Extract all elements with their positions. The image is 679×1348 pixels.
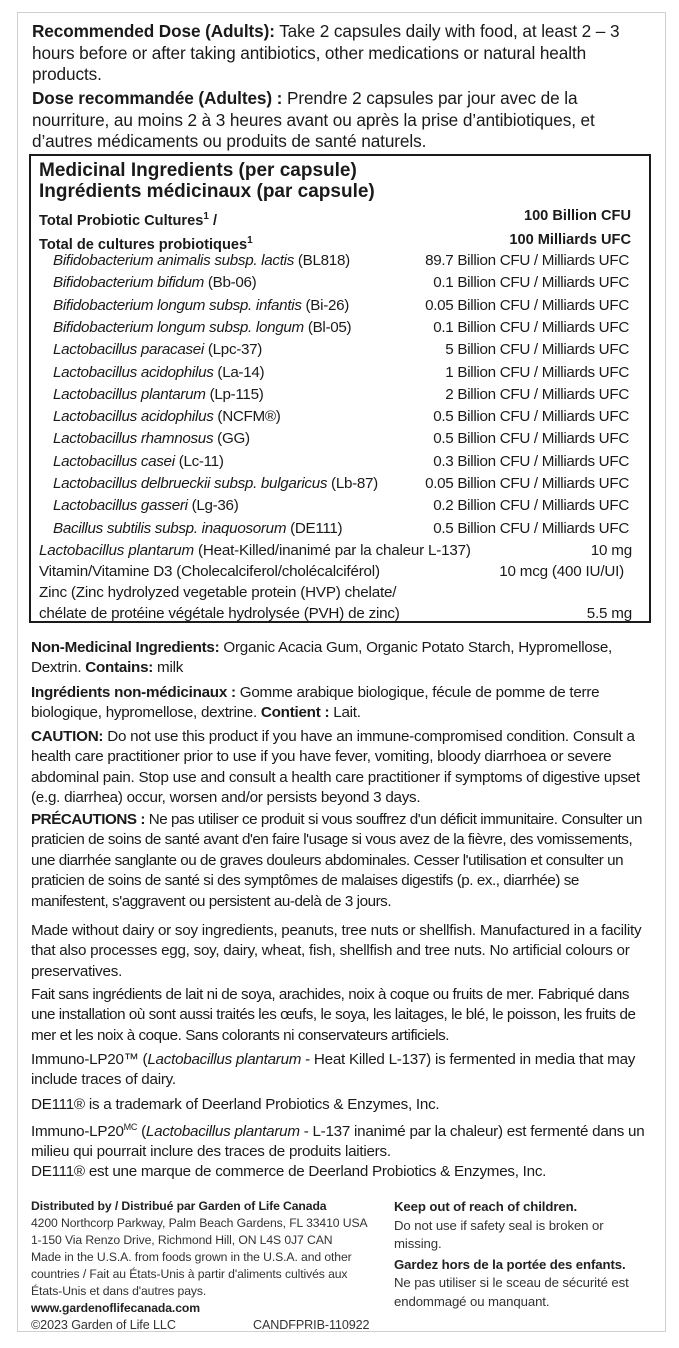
total-value-fr: 100 Milliards UFC [509,231,631,248]
strain-name: Lactobacillus casei [53,452,175,470]
nonmedicinal-fr-label: Ingrédients non-médicinaux : [31,684,236,701]
immuno-fr-mark: MC [123,1122,138,1132]
contains-en-text: milk [153,659,184,677]
immuno-en-post: - Heat Killed L-137) is fermented in media that may include traces of dairy. [31,1051,636,1089]
zinc-row [39,583,632,625]
dose-en-text: Take 2 capsules daily with food, at least 2 – 3 hours before or after taking antibiotics, other medications or natural health products. [32,21,620,84]
ingredients-title-en: Medicinal Ingredients (per capsule) [39,160,357,181]
product-code: CANDFPRIB-110922 [253,1318,370,1332]
strain-value: 0.05 Billion CFU / Milliards UFC [425,296,629,314]
address-canada: 1-150 Via Renzo Drive, Richmond Hill, ON L4S 0J7 CAN [31,1233,333,1247]
strain-code: (BL818) [294,252,350,269]
caution-en [31,727,656,809]
distributor-heading: Distributed by / Distribué par Garden of Life Canada [31,1199,327,1213]
strain-code: (NCFM®) [213,408,281,426]
immuno-en [31,1050,656,1091]
de111-trademark-fr: DE111® est une marque de commerce de Deerland Probiotics & Enzymes, Inc. [31,1163,547,1180]
keep-out-en: Keep out of reach of children. [394,1199,578,1214]
strain-name: Lactobacillus acidophilus [53,408,214,426]
dose-en-label: Recommended Dose (Adults): [32,21,275,41]
strain-name: Bifidobacterium longum subsp. infantis [53,296,302,314]
strain-name: Lactobacillus acidophilus [53,363,214,381]
strain-row [53,272,629,294]
strain-name: Lactobacillus delbrueckii subsp. bulgaricus [53,475,328,492]
allergen-fr: Fait sans ingrédients de lait ni de soya, arachides, noix à coque ou fruits de mer. Fabriqué dans une installation où sont aussi traités les œufs, le soya, les laitages, le blé, le poisson, les fruits de mer et les noix à coque. Sans colorants ni conservateurs artificiels. [31,986,636,1044]
made-in-statement [31,1249,376,1317]
website-link[interactable]: www.gardenoflifecanada.com [31,1301,200,1315]
de111-trademark-en: DE111® is a trademark of Deerland Probiotics & Enzymes, Inc. [31,1096,440,1113]
ingredients-title-fr: Ingrédients médicinaux (par capsule) [39,181,375,202]
heat-killed-name: Lactobacillus plantarum [39,542,194,559]
immuno-fr-species: Lactobacillus plantarum [145,1123,300,1141]
strain-row [53,518,629,540]
zinc-line-1: Zinc (Zinc hydrolyzed vegetable protein (HVP) chelate/ [39,584,397,601]
caution-fr-text: Ne pas utiliser ce produit si vous souffrez d'un déficit immunitaire. Consulter un praticien de soins de santé avant d'en faire l'usage si vous avez de la fièvre, des vomissements, une diarrhée sanglante ou de graves douleurs abdominales. Cesser l'utilisation et consulter un praticien de soins de santé si des symptômes de malaises digestifs (p. ex., diarrhée) se manifestent, s'aggravent ou persistent au-delà de 3 jours. [31,811,643,910]
strain-code: (GG) [213,430,250,448]
distributor-block [31,1198,376,1334]
contains-fr-label: Contient : [260,704,330,722]
caution-fr [31,810,656,912]
strain-row [53,473,629,495]
allergen-en: Made without dairy or soy ingredients, peanuts, tree nuts or shellfish. Manufactured in a facility that also processes egg, soy, dairy, wheat, fish, shellfish and tree nuts. No artificial colours or preservatives. [31,922,642,980]
contains-en-label: Contains: [85,659,154,677]
strain-name: Bifidobacterium bifidum [53,274,204,292]
strain-value: 0.05 Billion CFU / Milliards UFC [425,475,629,492]
caution-fr-label: PRÉCAUTIONS : [31,811,145,828]
contains-fr-text: Lait. [329,704,361,722]
nonmedicinal-en-text: Organic Acacia Gum, Organic Potato Starch, Hypromellose, Dextrin. [31,639,613,677]
caution-en-text: Do not use this product if you have an immune-compromised condition. Consult a health care practitioner prior to use if you have fever, vomiting, bloody diarrhoea or severe abdominal pain. Stop use and consult a health care practitioner if symptoms of digestive upset (e.g. diarrhea) occur, worsen and/or persists beyond 3 days. [31,728,640,807]
strain-name: Bacillus subtilis subsp. inaquosorum [53,519,287,537]
dose-fr-label: Dose recommandée (Adultes) : [32,88,283,108]
strain-value: 0.2 Billion CFU / Milliards UFC [433,497,629,515]
copyright: ©2023 Garden of Life LLC [31,1318,176,1332]
strain-value: 0.3 Billion CFU / Milliards UFC [433,452,629,470]
strain-code: (Bl-05) [303,318,352,336]
medicinal-ingredients-table [29,154,651,623]
ingredients-heading [39,160,375,202]
immuno-fr [31,1117,656,1163]
strain-code: (Bi-26) [301,296,350,314]
strain-row [53,495,629,517]
dose-en [32,21,657,86]
total-fr-footnote: 1 [247,234,253,246]
total-en-footnote: 1 [203,211,209,222]
zinc-value: 5.5 mg [586,605,632,622]
address-usa: 4200 Northcorp Parkway, Palm Beach Gardens, FL 33410 USA [31,1216,368,1230]
immuno-fr-mid: ( [137,1123,146,1141]
total-value-en: 100 Billion CFU [523,208,631,224]
total-cultures-row [39,207,631,255]
strain-row [53,250,629,272]
strain-row [53,339,629,361]
immuno-en-pre: Immuno-LP20™ ( [31,1051,148,1068]
strain-name: Bifidobacterium longum subsp. longum [53,318,304,336]
caution-en-label: CAUTION: [31,728,104,745]
immuno-fr-post: - L-137 inanimé par la chaleur) est fermenté dans un milieu qui pourrait inclure des traces de produits laitiers. [31,1123,645,1161]
strain-value: 0.1 Billion CFU / Milliards UFC [433,318,629,336]
strain-value: 0.5 Billion CFU / Milliards UFC [433,430,629,448]
strain-value: 0.1 Billion CFU / Milliards UFC [433,274,629,292]
strain-row [53,362,629,384]
nonmedicinal-en-label: Non-Medicinal Ingredients: [31,639,220,656]
vitamin-d-row [39,562,632,583]
strain-code: (Lp-115) [205,385,264,403]
heat-killed-desc: (Heat-Killed/inanimé par la chaleur L-137) [193,542,471,559]
strain-code: (Bb-06) [203,274,257,292]
dose-fr-text: Prendre 2 capsules par jour avec de la nourriture, au moins 2 à 3 heures avant ou après la prise d’antibiotiques, et d’autres médicaments ou produits de santé naturels. [32,88,595,151]
strain-name: Bifidobacterium animalis subsp. lactis [53,252,294,269]
strain-code: (Lb-87) [327,475,378,492]
copyright-row [31,1317,376,1334]
dose-fr [32,88,657,153]
vitamin-d-label: Vitamin/Vitamine D3 (Cholecalciferol/cholécalciférol) [39,563,380,580]
strain-value: 1 Billion CFU / Milliards UFC [445,363,629,381]
nonmedicinal-en [31,638,656,679]
strain-code: (La-14) [213,363,265,381]
strain-row [53,384,629,406]
heat-killed-value: 10 mg [590,542,632,559]
made-in-text: Made in the U.S.A. from foods grown in the U.S.A. and other countries / Fait au États-Unis à partir d'aliments cultivés aux États-Unis et dans d'autres pays. [31,1250,352,1298]
strain-value: 0.5 Billion CFU / Milliards UFC [433,408,629,426]
nonmedicinal-fr-text: Gomme arabique biologique, fécule de pomme de terre biologique, hypromellose, dextrine. [31,684,600,722]
immuno-en-species: Lactobacillus plantarum [147,1051,302,1068]
strain-row [53,406,629,428]
keep-out-fr: Gardez hors de la portée des enfants. [394,1256,626,1272]
total-label-fr: Total de cultures probiotiques [39,236,248,253]
strain-name: Lactobacillus rhamnosus [53,430,214,448]
strain-row [53,428,629,450]
strain-code: (Lg-36) [187,497,239,515]
strain-value: 5 Billion CFU / Milliards UFC [445,341,629,359]
immuno-fr-pre: Immuno-LP20 [31,1123,124,1141]
heat-killed-row [39,541,632,562]
strain-row [53,451,629,473]
nonmedicinal-fr [31,683,656,724]
strain-code: (Lc-11) [174,452,224,470]
strain-code: (Lpc-37) [203,341,263,359]
seal-warning-en: Do not use if safety seal is broken or missing. [394,1217,604,1251]
strain-row [53,317,629,339]
strain-value: 2 Billion CFU / Milliards UFC [445,385,629,403]
strain-row [53,295,629,317]
strain-value: 0.5 Billion CFU / Milliards UFC [433,519,629,537]
zinc-line-2: chélate de protéine végétale hydrolysée (PVH) de zinc) [39,604,400,622]
strain-name: Lactobacillus gasseri [53,497,188,515]
seal-warning-fr: Ne pas utiliser si le sceau de sécurité est endommagé ou manquant. [394,1275,629,1309]
strain-value: 89.7 Billion CFU / Milliards UFC [425,252,629,269]
vitamin-d-value: 10 mcg (400 IU/UI) [499,563,624,580]
total-label-en: Total Probiotic Cultures [39,212,204,229]
strain-name: Lactobacillus paracasei [53,341,204,359]
strain-name: Lactobacillus plantarum [53,385,206,403]
total-en-slash: / [208,212,217,229]
safety-block [394,1198,644,1311]
strain-code: (DE111) [286,519,343,537]
